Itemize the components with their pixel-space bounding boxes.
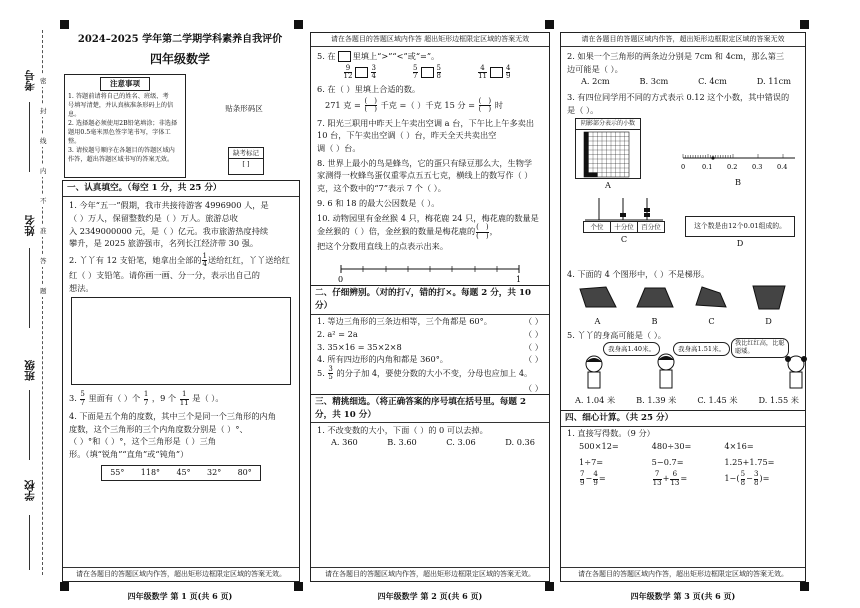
calc-subtitle: 1. 直接写得数。（9 分） [567, 428, 655, 439]
calc-item: $\frac{7}{13}$ + $\frac{6}{13}$ = [652, 470, 688, 487]
svg-text:0.3: 0.3 [752, 163, 763, 172]
seal-char: 准 [40, 225, 47, 237]
svg-text:0.2: 0.2 [727, 163, 738, 172]
compare-box[interactable] [421, 67, 434, 78]
exam-number-label: 考号 [24, 70, 36, 91]
question-8 [311, 157, 549, 195]
comparison-item: $\frac{5}{7}$ $\frac{5}{8}$ [413, 63, 441, 80]
q6-line: 271 克 = $\frac{( )}{( )}$ 千克 =（ ）千克 15 分 = $\frac{( )}{( )}$ 时 [325, 96, 503, 114]
seal-char: 不 [40, 195, 47, 207]
page-footer: 四年级数学 第 1 页(共 6 页) [127, 590, 233, 601]
speech-bubble: 我比红红高，比聪聪矮。 [731, 338, 789, 358]
q2-line: 想法。 [69, 282, 94, 293]
section2-title: 二、仔细辨别。（对的打√，错的打×。每题 2 分，共 10 分） [311, 286, 549, 316]
q4-line: 度数，这个三角形的三个内角度数分别是（ ）°、 [69, 423, 248, 434]
exam-title: 2024–2025 学年第二学期学科素养自我评价 [77, 34, 283, 45]
calc-item: $\frac{7}{9}$ − $\frac{4}{9}$ = [580, 470, 606, 487]
q1-line: 攀升，是 2025 旅游强市，名列长江经济带 30 强。 [69, 238, 259, 249]
barcode-area [192, 74, 296, 144]
notice-line: 1. 答题前请将自己的姓名、班级、考 [68, 92, 169, 100]
child-figure [653, 352, 679, 392]
q5-comparisons [311, 63, 549, 81]
q4-line: （ ）°和（ ）°，这个三角形是（ ）三角 [69, 436, 216, 447]
fraction: $\frac{1}{7}$ [143, 390, 149, 407]
fraction: $\frac{5}{7}$ [80, 390, 85, 407]
bottom-notice: 请在各题目的答题区域内作答，超出矩形边框限定区域的答案无效。 [311, 567, 549, 581]
svg-text:0.1: 0.1 [702, 163, 713, 172]
option-d[interactable]: D. 1.55 米 [758, 395, 799, 406]
calc-item: 5−0.7= [651, 456, 684, 467]
choice-2-line: 2. 如果一个三角形的两条边分别是 7cm 和 4cm，那么第三 [567, 50, 785, 61]
child-figure [581, 354, 607, 394]
question-4 [63, 410, 299, 461]
q6-line: 6. 在（ ）里填上合适的数。 [317, 84, 421, 95]
option-c[interactable]: C. 3.06 [446, 437, 476, 448]
notice-line: 作答，超出答题区域书写的答案无效。 [68, 155, 174, 163]
svg-text:0.4: 0.4 [777, 163, 788, 172]
question-1 [63, 199, 299, 250]
question-5: 5. 在 里填上“>”“<”或“=”。 [317, 50, 440, 61]
judge-2: 2. a² = 2a （ ） [317, 328, 543, 339]
choice-2-line: 边可能是（ ）。 [567, 63, 623, 74]
comparison-item: $\frac{4}{11}$ $\frac{4}{9}$ [478, 63, 511, 80]
number-line[interactable] [311, 255, 549, 285]
choice-1: 1. 不改变数的大小，下面（ ）的 0 可以去掉。 [317, 424, 488, 435]
fraction: $\frac{3}{5}$ [328, 365, 333, 382]
calc-item: 1÷7= [579, 456, 604, 467]
notice-box [64, 74, 186, 178]
speech-bubble: 我身高1.40米。 [603, 342, 660, 356]
calc-item: 1−( $\frac{5}{8}$ − $\frac{3}{8}$ )= [724, 470, 770, 487]
shape-d[interactable]: D [747, 283, 791, 327]
q10-line: 金丝猴的（ ）倍，金丝猴的数量是梅花鹿的 $\frac{( )}{( )}$ ， [317, 223, 498, 240]
calc-grid [561, 440, 805, 487]
section3-title: 三、精挑细选。（将正确答案的序号填在括号里。每题 2 分，共 10 分） [311, 395, 549, 422]
judge-5-answer [311, 382, 549, 395]
question-10 [311, 212, 549, 253]
section1-title: 一、认真填空。（每空 1 分，共 25 分） [63, 181, 299, 197]
top-notice: 请在各题目的答题区域内作答，超出矩形边框限定区域的答案无效 [561, 33, 805, 47]
fraction-blank[interactable]: $\frac{( )}{( )}$ [478, 96, 492, 114]
option-d-text-figure[interactable] [685, 216, 795, 249]
q1-line: （ ）万人，保留整数约是（ ）万人。旅游总收 [69, 213, 238, 224]
judge-3: 3. 35×16 = 35×2×8 （ ） [317, 341, 543, 352]
answer-paren[interactable]: （ ） [524, 328, 543, 339]
page-footer: 四年级数学 第 2 页(共 6 页) [377, 590, 483, 601]
barcode-label: 贴条形码区 [225, 104, 263, 114]
fraction-blank[interactable]: $\frac{( )}{( )}$ [476, 223, 489, 240]
page3-frame [560, 32, 806, 582]
q7-line: 调（ ）台。 [317, 143, 361, 154]
option-d[interactable]: D. 11cm [756, 76, 791, 87]
section1-frame [62, 180, 300, 582]
page-3 [558, 22, 808, 601]
subject-title: 四年级数学 [149, 51, 210, 66]
calc-item: 480÷30= [651, 440, 692, 451]
notice-title: 注意事项 [100, 77, 150, 91]
option-b[interactable]: B. 1.39 米 [636, 395, 677, 406]
notice-line: 号填写清楚，并认真核准条形码上的信息。 [68, 101, 174, 118]
option-a-grid-figure[interactable] [575, 118, 641, 191]
q7-line: 7. 阳光三职用中昨天上午卖出空调 a 台，下午比上午多卖出 [317, 117, 535, 128]
q8-line: 8. 世界上最小的鸟是蜂鸟，它的蛋只有绿豆那么大，生物学 [317, 157, 533, 168]
angle-value: 80° [237, 467, 252, 477]
speech-bubble: 我身高1.51米。 [673, 342, 730, 356]
top-notice: 请在各题目的答题区域内作答 超出矩形边框限定区域的答案无效 [311, 33, 549, 47]
calc-item: 500×12= [579, 440, 619, 451]
binding-strip [0, 30, 58, 575]
page-footer: 四年级数学 第 3 页(共 6 页) [630, 590, 736, 601]
question-6 [311, 83, 549, 113]
q2-line: 红（ ）支铅笔。请你画一画、分一分，表示出自己的 [69, 269, 260, 280]
class-label: 班级 [24, 360, 36, 381]
choice-3-line: 3. 有四位同学用不同的方式表示 0.12 这个小数，其中错误的 [567, 91, 790, 102]
seal-char: 线 [40, 135, 47, 147]
absent-mark-label: 缺考标记 [229, 148, 263, 159]
notice-line: 2. 选择题必须使用2B铅笔填涂；非选择 [68, 119, 178, 127]
q1-line: 入 2349000000 元，是（ ）亿元。我市旅游热度持续 [69, 225, 269, 236]
judge-1: 1. 等边三角形的三条边相等，三个角都是 60°。 （ ） [317, 316, 543, 327]
angle-values-box [101, 465, 261, 481]
seal-char: 密 [40, 75, 47, 87]
fraction: $\frac{1}{11}$ [179, 390, 189, 407]
question-2 [63, 253, 299, 294]
fraction-blank[interactable]: $\frac{( )}{( )}$ [364, 96, 377, 114]
name-label: 姓名 [24, 215, 36, 236]
option-d[interactable]: D. 0.36 [505, 437, 535, 448]
page-1 [58, 22, 302, 601]
angle-value: 55° [110, 467, 125, 477]
section4-title: 四、细心计算。（共 25 分） [561, 411, 805, 427]
section2 [311, 285, 549, 395]
school-label: 学校 [24, 480, 36, 501]
figure-label: D [736, 237, 744, 248]
number-line-end: 1 [516, 274, 522, 284]
shape-b[interactable]: B [633, 283, 677, 327]
compare-box[interactable] [355, 67, 368, 78]
notice-line: 3. 请按题号顺序在各题目的答题区域内 [68, 146, 175, 154]
calc-item: 4×16= [724, 440, 754, 451]
answer-paren[interactable]: （ ） [524, 382, 543, 393]
q4-line: 形。（填“锐角”“直角”或“钝角”） [69, 449, 189, 460]
q8-line: 家测得一枚蜂鸟蛋仅重零点五五七克，横线上的数写作（ ） [317, 170, 533, 181]
child-figure [783, 354, 809, 394]
option-d-statement: 这个数是由12个0.01组成的。 [685, 216, 795, 237]
q2-line [69, 253, 293, 269]
figure-label: C [620, 234, 628, 245]
compare-box[interactable] [338, 51, 351, 62]
option-b-axis-figure[interactable] [677, 148, 799, 189]
figure-label: B [734, 177, 742, 188]
choice-4: 4. 下面的 4 个图形中，（ ）不是梯形。 [567, 269, 710, 280]
judge-5: 5. $\frac{3}{5}$ 的分子加 4，要使分数的大小不变，分母也应加上 4。 [317, 365, 533, 382]
q2-prefix: 2. 丫丫有 12 支铅笔，她拿出全部的 [69, 254, 202, 265]
absent-mark-box[interactable] [228, 147, 264, 175]
option-a[interactable]: A. 1.04 米 [575, 395, 616, 406]
hundred-grid [575, 129, 641, 179]
height-scene [561, 342, 805, 394]
choice-3 [561, 91, 805, 116]
angle-value: 118° [140, 467, 161, 477]
section3 [311, 394, 549, 448]
option-c[interactable]: C. 4cm [698, 76, 727, 87]
question-7 [311, 117, 549, 155]
svg-text:0: 0 [681, 163, 686, 172]
page2-frame [310, 32, 550, 582]
compare-box[interactable] [490, 67, 503, 78]
angle-value: 32° [207, 467, 222, 477]
choice-2 [561, 50, 805, 75]
abacus-labels: 个位 十分位 百分位 [583, 221, 665, 233]
q8-line: 克，这个数中的“7”表示 7 个（ ）。 [317, 183, 446, 194]
option-a[interactable]: A. 2cm [581, 76, 610, 87]
section4 [561, 410, 805, 487]
angle-value: 45° [176, 467, 191, 477]
drawing-answer-area[interactable] [71, 297, 291, 385]
absent-mark-checkbox[interactable]: [ ] [242, 160, 250, 169]
choice-1-options [311, 436, 549, 449]
choice-3-line: 是（ ）。 [567, 104, 599, 115]
choice-5: 5. 丫丫的身高可能是（ ）。 [567, 330, 666, 341]
calc-item: 1.25+1.75= [724, 456, 775, 467]
q1-line: 1. 今年“五一”假期，我市共接待游客 4996900 人，是 [69, 200, 269, 211]
seal-char: 内 [40, 165, 47, 177]
number-line-start: 0 [338, 274, 344, 284]
q7-line: 10 台，下午卖出空调（ ）台，昨天全天共卖出空 [317, 130, 497, 141]
q2-suffix: 送给红红，丫丫送给红 [207, 254, 290, 265]
option-b[interactable]: B. 3cm [639, 76, 669, 87]
answer-paren[interactable]: （ ） [524, 354, 543, 365]
page-2 [308, 22, 552, 601]
q10-line: 10. 动物园里有金丝猴 4 只，梅花鹿 24 只，梅花鹿的数量是 [317, 212, 539, 223]
choice-4-shapes [561, 281, 805, 327]
shape-a[interactable]: A [576, 283, 620, 327]
seal-char: 封 [40, 105, 47, 117]
answer-paren[interactable]: （ ） [524, 316, 543, 327]
question-9: 9. 6 和 18 的最大公因数是（ ）。 [317, 197, 440, 208]
answer-paren[interactable]: （ ） [524, 341, 543, 352]
notice-line: 题用0.5毫米黑色签字笔书写，字体工整。 [68, 128, 171, 145]
seal-char: 答 [40, 255, 47, 267]
question-3: 3. $\frac{5}{7}$ 里面有（ ）个 $\frac{1}{7}$ ，9 个 $\frac{1}{11}$ 是（ ）。 [69, 390, 224, 407]
judge-4: 4. 所有四边形的内角和都是 360°。 （ ） [317, 354, 543, 365]
choice-2-options [561, 75, 805, 88]
bottom-notice: 请在各题目的答题区域内作答，超出矩形边框限定区域的答案无效。 [63, 567, 299, 581]
choice-3-figures [561, 116, 805, 268]
bottom-notice: 请在各题目的答题区域内作答，超出矩形边框限定区域的答案无效。 [561, 567, 805, 581]
q4-line: 4. 下面是五个角的度数，其中三个是同一个三角形的内角 [69, 410, 276, 421]
q10-line: 把这个分数用直线上的点表示出来。 [317, 240, 449, 251]
option-c-abacus-figure[interactable] [583, 194, 665, 246]
option-c[interactable]: C. 1.45 米 [697, 395, 738, 406]
shape-c[interactable]: C [690, 283, 734, 327]
option-a[interactable]: A. 360 [331, 437, 358, 448]
option-b[interactable]: B. 3.60 [387, 437, 417, 448]
fraction: $\frac{1}{4}$ [202, 252, 207, 269]
grid-caption: 阴影部分表示的小数 [575, 118, 641, 128]
figure-label: A [605, 179, 611, 190]
seal-char: 题 [40, 285, 47, 297]
comparison-item: $\frac{9}{12}$ $\frac{3}{4}$ [343, 63, 376, 80]
choice-5-options [561, 394, 805, 407]
